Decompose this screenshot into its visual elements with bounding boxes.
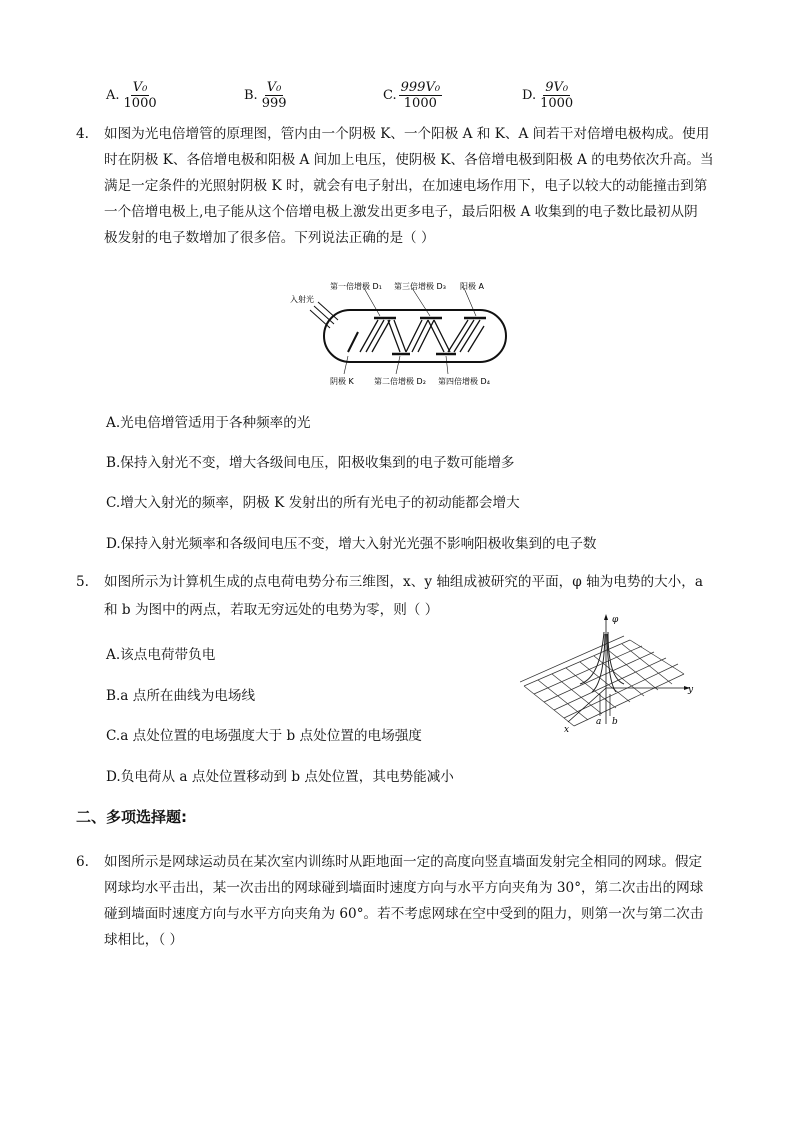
phi-arrow <box>604 614 608 620</box>
option-letter: D. <box>522 88 537 103</box>
option-letter: C. <box>383 88 397 103</box>
question-text-line: 如图所示为计算机生成的点电荷电势分布三维图，x、y 轴组成被研究的平面，φ 轴为电势的大小，a <box>104 574 703 590</box>
choice-c: C.a 点处位置的电场强度大于 b 点处位置的电场强度 <box>106 728 422 744</box>
leader-line <box>344 356 348 374</box>
incident-ray <box>314 306 334 324</box>
photomultiplier-diagram <box>288 276 510 392</box>
x-label: x <box>564 725 570 734</box>
fraction: $\frac{\text{999V₀}}{1000}$ <box>400 80 441 111</box>
question-text-line: 极发射的电子数增加了很多倍。下列说法正确的是（ ） <box>104 230 435 246</box>
leader-line <box>364 288 380 316</box>
option-b <box>244 80 289 111</box>
leader-line <box>412 288 430 316</box>
choice-b: B.a 点所在曲线为电场线 <box>106 688 256 704</box>
fraction: $\frac{\text{V₀}}{1000}$ <box>123 80 157 111</box>
question-text-line: 满足一定条件的光照射阴极 K 时，就会有电子射出，在加速电场作用下，电子以较大的动能撞击到第 <box>104 178 708 194</box>
choice-b: B.保持入射光不变，增大各级间电压，阳极收集到的电子数可能增多 <box>106 455 515 471</box>
choice-c: C.增大入射光的频率，阴极 K 发射出的所有光电子的初动能都会增大 <box>106 495 520 511</box>
question-text-line: 网球均水平击出，某一次击出的网球碰到墙面时速度方向与水平方向夹角为 30°，第二次击出的网球 <box>104 880 704 896</box>
leader-line <box>446 356 448 374</box>
fraction: $\frac{\text{9V₀}}{1000}$ <box>540 80 574 111</box>
question-text-line: 时在阴极 K、各倍增电极和阳极 A 间加上电压，使阴极 K、各倍增电极到阳极 A 的电势依次升高。当 <box>104 152 714 168</box>
fraction: $\frac{\text{V₀}}{999}$ <box>261 80 287 111</box>
label-d1: 第一倍增极 D₁ <box>330 282 382 291</box>
potential-3d-plot <box>520 612 700 734</box>
choice-d: D.负电荷从 a 点处位置移动到 b 点处位置，其电势能减小 <box>106 769 454 785</box>
incident-ray <box>310 310 330 328</box>
option-letter: A. <box>106 88 120 103</box>
choice-a: A.光电倍增管适用于各种频率的光 <box>106 415 311 431</box>
leader-line <box>396 356 400 374</box>
question-text-line: 和 b 为图中的两点，若取无穷远处的电势为零，则（ ） <box>104 602 439 618</box>
a-label: a <box>596 717 602 727</box>
question-text-line: 如图为光电倍增管的原理图，管内由一个阴极 K、一个阳极 A 和 K、A 间若干对倍增电极构成。使用 <box>104 126 710 142</box>
incident-ray <box>318 302 338 320</box>
question-text-line: 球相比，（ ） <box>104 932 184 948</box>
question-text-line: 如图所示是网球运动员在某次室内训练时从距地面一定的高度向竖直墙面发射完全相同的网球。假定 <box>104 854 703 870</box>
question-text-line: 碰到墙面时速度方向与水平方向夹角为 60°。若不考虑网球在空中受到的阻力，则第一次与第二次击 <box>104 906 704 922</box>
option-c <box>383 80 442 111</box>
leader-line <box>464 288 476 316</box>
choice-a: A.该点电荷带负电 <box>106 647 216 663</box>
label-cathode: 阴极 K <box>330 377 354 386</box>
y-label: y <box>688 685 694 695</box>
section-heading: 二、多项选择题: <box>76 808 187 826</box>
question-number: 5. <box>76 574 89 590</box>
phi-label: φ <box>612 615 619 625</box>
label-d4: 第四倍增极 D₄ <box>438 377 490 386</box>
question-number: 6. <box>76 854 89 870</box>
option-a <box>106 80 159 111</box>
choice-d: D.保持入射光频率和各级间电压不变，增大入射光光强不影响阳极收集到的电子数 <box>106 536 597 552</box>
label-incident-light: 入射光 <box>290 295 314 304</box>
label-d3: 第三倍增极 D₃ <box>394 282 446 291</box>
electron-paths <box>360 320 484 352</box>
option-letter: B. <box>244 88 258 103</box>
cathode-plate <box>348 332 358 352</box>
option-d <box>522 80 575 111</box>
label-d2: 第二倍增极 D₂ <box>374 377 426 386</box>
b-label: b <box>612 717 618 727</box>
label-anode: 阳极 A <box>460 282 485 291</box>
question-number: 4. <box>76 126 89 142</box>
question-text-line: 一个倍增电极上,电子能从这个倍增电极上激发出更多电子，最后阳极 A 收集到的电子数比最初从阴 <box>104 204 698 220</box>
